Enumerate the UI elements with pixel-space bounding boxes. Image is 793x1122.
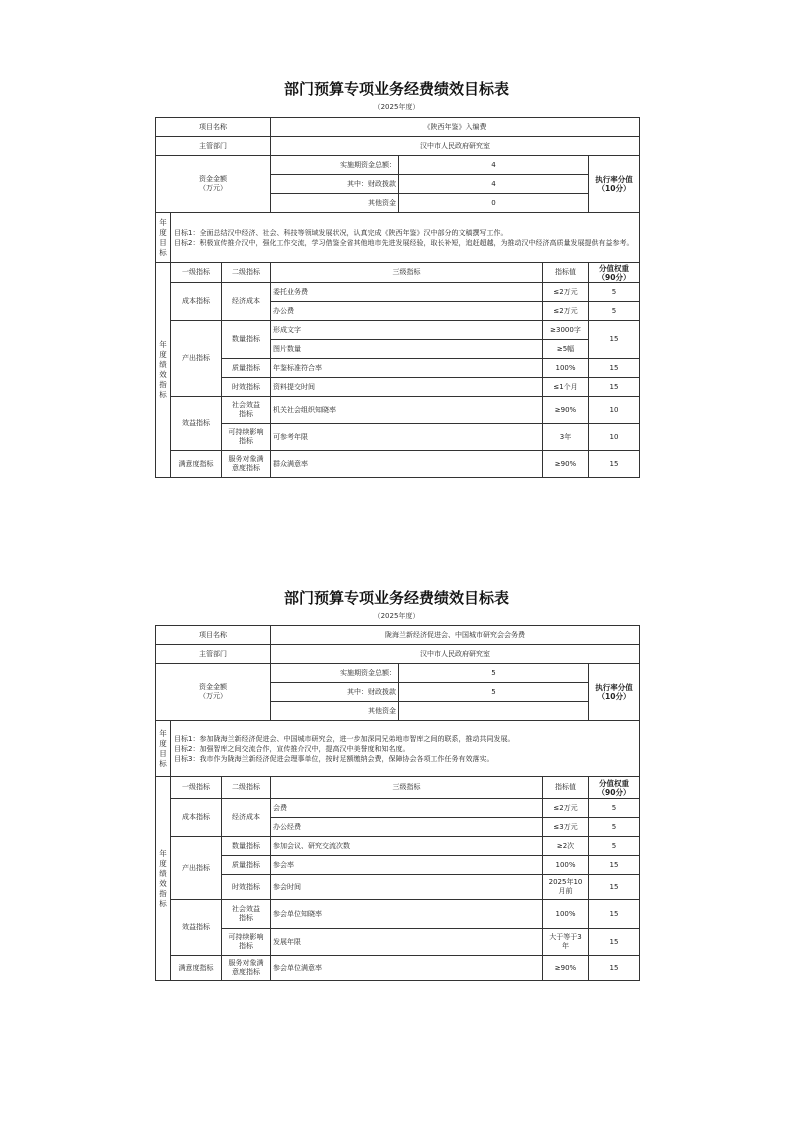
- weight-cell: 15: [589, 856, 640, 875]
- level1-cell: 效益指标: [171, 397, 222, 451]
- fund-label: 资金金额 （万元）: [156, 664, 271, 721]
- level3-cell: 办公经费: [271, 818, 543, 837]
- exec-rate-label: 执行率分值 （10分）: [589, 664, 640, 721]
- goal-side-label: 年 度 目 标: [156, 213, 171, 263]
- level3-cell: 年鉴标准符合率: [271, 359, 543, 378]
- weight-cell: 15: [589, 956, 640, 981]
- level2-cell: 质量指标: [222, 359, 271, 378]
- level3-cell: 发展年限: [271, 929, 543, 956]
- value-cell: ≥5幅: [543, 340, 589, 359]
- level3-cell: 图片数量: [271, 340, 543, 359]
- project-name-label: 项目名称: [156, 118, 271, 137]
- value-cell: 100%: [543, 359, 589, 378]
- dept-name: 汉中市人民政府研究室: [271, 137, 640, 156]
- header-level3: 三级指标: [271, 777, 543, 799]
- table-year: （2025年度）: [373, 612, 420, 620]
- level1-cell: 产出指标: [171, 321, 222, 397]
- level1-cell: 产出指标: [171, 837, 222, 900]
- level1-cell: 成本指标: [171, 283, 222, 321]
- fund-total-label: 实施期资金总额：: [271, 664, 399, 683]
- fund-other-label: 其他资金: [271, 194, 399, 213]
- header-level1: 一级指标: [171, 777, 222, 799]
- level3-cell: 群众满意率: [271, 451, 543, 478]
- header-level2: 二级指标: [222, 263, 271, 283]
- exec-rate-label: 执行率分值 （10分）: [589, 156, 640, 213]
- level2-cell: 时效指标: [222, 378, 271, 397]
- weight-cell: 15: [589, 321, 640, 359]
- project-name: 《陕西年鉴》入编费: [271, 118, 640, 137]
- level2-cell: 可持续影响 指标: [222, 424, 271, 451]
- weight-cell: 5: [589, 818, 640, 837]
- weight-cell: 15: [589, 929, 640, 956]
- value-cell: ≥3000字: [543, 321, 589, 340]
- table-title: 部门预算专项业务经费绩效目标表: [283, 80, 509, 98]
- header-value: 指标值: [543, 777, 589, 799]
- level3-cell: 委托业务费: [271, 283, 543, 302]
- level3-cell: 办公费: [271, 302, 543, 321]
- fund-fiscal-label: 其中：财政拨款: [271, 175, 399, 194]
- header-weight: 分值权重 （90分）: [589, 777, 640, 799]
- level3-cell: 机关社会组织知晓率: [271, 397, 543, 424]
- fund-fiscal-label: 其中：财政拨款: [271, 683, 399, 702]
- fund-other: [399, 702, 589, 721]
- weight-cell: 5: [589, 837, 640, 856]
- weight-cell: 5: [589, 302, 640, 321]
- dept-label: 主管部门: [156, 137, 271, 156]
- header-level3: 三级指标: [271, 263, 543, 283]
- project-name-label: 项目名称: [156, 626, 271, 645]
- level2-cell: 社会效益 指标: [222, 397, 271, 424]
- dept-name: 汉中市人民政府研究室: [271, 645, 640, 664]
- level2-cell: 时效指标: [222, 875, 271, 900]
- annual-goals: 目标1：参加陇海兰新经济促进会、中国城市研究会，进一步加深同兄弟地市智库之间的联系，推动共同发展。 目标2：加强智库之间交流合作，宣传推介汉中，提高汉中美誉度和知名度。 目标3：我市作为陇海兰新经济促进会理事单位，按时足额缴纳会费，保障协会各项工作任务有效落实。: [171, 721, 640, 777]
- level2-cell: 可持续影响 指标: [222, 929, 271, 956]
- value-cell: ≥2次: [543, 837, 589, 856]
- fund-fiscal: 4: [399, 175, 589, 194]
- value-cell: 100%: [543, 856, 589, 875]
- value-cell: 3年: [543, 424, 589, 451]
- level2-cell: 数量指标: [222, 837, 271, 856]
- level3-cell: 形成文字: [271, 321, 543, 340]
- value-cell: ≤1个月: [543, 378, 589, 397]
- value-cell: ≤3万元: [543, 818, 589, 837]
- level1-cell: 满意度指标: [171, 451, 222, 478]
- weight-cell: 5: [589, 799, 640, 818]
- level1-cell: 效益指标: [171, 900, 222, 956]
- value-cell: ≤2万元: [543, 302, 589, 321]
- level3-cell: 参加会议、研究交流次数: [271, 837, 543, 856]
- performance-table-1: [155, 117, 639, 478]
- header-weight: 分值权重 （90分）: [589, 263, 640, 283]
- fund-total: 5: [399, 664, 589, 683]
- level3-cell: 资料提交时间: [271, 378, 543, 397]
- fund-total: 4: [399, 156, 589, 175]
- level3-cell: 参会单位知晓率: [271, 900, 543, 929]
- level2-cell: 社会效益 指标: [222, 900, 271, 929]
- level3-cell: 参会单位满意率: [271, 956, 543, 981]
- level2-cell: 数量指标: [222, 321, 271, 359]
- header-value: 指标值: [543, 263, 589, 283]
- level2-cell: 经济成本: [222, 283, 271, 321]
- weight-cell: 5: [589, 283, 640, 302]
- project-name: 陇海兰新经济促进会、中国城市研究会会务费: [271, 626, 640, 645]
- value-cell: 2025年10 月前: [543, 875, 589, 900]
- level2-cell: 服务对象满 意度指标: [222, 956, 271, 981]
- goal-side-label: 年 度 目 标: [156, 721, 171, 777]
- table-title: 部门预算专项业务经费绩效目标表: [283, 589, 509, 607]
- table-year: （2025年度）: [373, 103, 420, 111]
- fund-other: 0: [399, 194, 589, 213]
- level3-cell: 参会率: [271, 856, 543, 875]
- fund-other-label: 其他资金: [271, 702, 399, 721]
- weight-cell: 15: [589, 875, 640, 900]
- dept-label: 主管部门: [156, 645, 271, 664]
- indicator-side-label: 年 度 绩 效 指 标: [156, 777, 171, 981]
- fund-total-label: 实施期资金总额：: [271, 156, 399, 175]
- level1-cell: 成本指标: [171, 799, 222, 837]
- annual-goals: 目标1：全面总结汉中经济、社会、科技等领域发展状况，认真完成《陕西年鉴》汉中部分的文稿撰写工作。 目标2：积极宣传推介汉中，强化工作交流，学习借鉴全省其他地市先进发展经验，取长补短，追赶超越，为推动汉中经济高质量发展提供有益参考。: [171, 213, 640, 263]
- weight-cell: 15: [589, 359, 640, 378]
- fund-fiscal: 5: [399, 683, 589, 702]
- level2-cell: 经济成本: [222, 799, 271, 837]
- value-cell: ≤2万元: [543, 283, 589, 302]
- weight-cell: 15: [589, 378, 640, 397]
- level3-cell: 可参考年限: [271, 424, 543, 451]
- value-cell: ≥90%: [543, 956, 589, 981]
- level3-cell: 会费: [271, 799, 543, 818]
- value-cell: 大于等于3 年: [543, 929, 589, 956]
- level2-cell: 质量指标: [222, 856, 271, 875]
- performance-table-2: [155, 625, 639, 981]
- header-level1: 一级指标: [171, 263, 222, 283]
- value-cell: ≤2万元: [543, 799, 589, 818]
- value-cell: 100%: [543, 900, 589, 929]
- weight-cell: 10: [589, 397, 640, 424]
- header-level2: 二级指标: [222, 777, 271, 799]
- level3-cell: 参会时间: [271, 875, 543, 900]
- weight-cell: 15: [589, 900, 640, 929]
- level1-cell: 满意度指标: [171, 956, 222, 981]
- fund-label: 资金金额 （万元）: [156, 156, 271, 213]
- indicator-side-label: 年 度 绩 效 指 标: [156, 263, 171, 478]
- level2-cell: 服务对象满 意度指标: [222, 451, 271, 478]
- weight-cell: 15: [589, 451, 640, 478]
- value-cell: ≥90%: [543, 397, 589, 424]
- value-cell: ≥90%: [543, 451, 589, 478]
- weight-cell: 10: [589, 424, 640, 451]
